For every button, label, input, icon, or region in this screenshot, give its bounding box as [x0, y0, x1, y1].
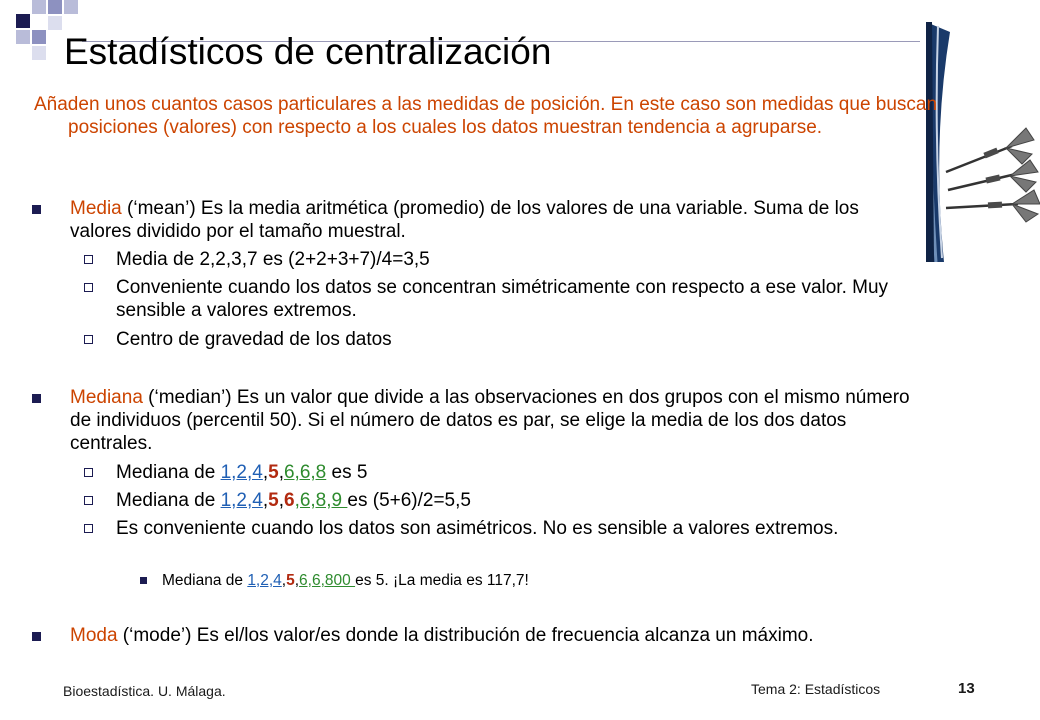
- upper-group: ,6,8,9: [294, 490, 348, 511]
- median-value: 5: [286, 572, 295, 589]
- bullet-hollow-square: [84, 496, 93, 505]
- slide-title: Estadísticos de centralización: [64, 31, 552, 72]
- media-example: Media de 2,2,3,7 es (2+2+3+7)/4=3,5: [116, 249, 430, 270]
- median-value-2: 6: [283, 490, 295, 511]
- mediana-asymmetric: Es conveniente cuando los datos son asimétricos. No es sensible a valores extremos.: [116, 518, 839, 539]
- corner-square: [48, 0, 62, 14]
- upper-group: 6,6,800: [299, 572, 356, 589]
- median-value: 5: [268, 490, 279, 511]
- media-convenience: Conveniente cuando los datos se concentran simétricamente con respecto a ese valor. Muy sensible a valores extremos.: [116, 277, 889, 321]
- page-number: 13: [958, 680, 975, 697]
- bullet-hollow-square: [84, 283, 93, 292]
- upper-group: 6,6,8: [283, 462, 327, 483]
- lower-group: 1,2,4: [220, 490, 263, 511]
- corner-square: [16, 30, 30, 44]
- bullet-small-square: [140, 577, 147, 584]
- bullet-square: [32, 394, 41, 403]
- moda-paragraph: [70, 624, 916, 647]
- media-term: Media: [70, 198, 122, 219]
- media-gravity: Centro de gravedad de los datos: [116, 329, 392, 350]
- corner-square: [32, 0, 46, 14]
- corner-square: [32, 30, 46, 44]
- bullet-hollow-square: [84, 255, 93, 264]
- bullet-square: [32, 205, 41, 214]
- mediana-description: (‘median’) Es un valor que divide a las observaciones en dos grupos con el mismo número de individuos (percentil 50). Si el número de datos es par, se elige la media de los dos datos centrales.: [70, 387, 910, 454]
- lower-group: 1,2,4: [247, 572, 282, 589]
- footer-course: Bioestadística. U. Málaga.: [63, 683, 226, 699]
- mediana-example-even: Mediana de 1,2,4,5,6,6,8,9 es (5+6)/2=5,5: [116, 490, 471, 511]
- media-paragraph: [70, 197, 916, 243]
- mediana-paragraph: [70, 386, 916, 455]
- dartboard-darts-image: [926, 22, 1040, 262]
- footer-topic: Tema 2: Estadísticos: [751, 681, 881, 697]
- median-value: 5: [268, 462, 279, 483]
- media-description: (‘mean’) Es la media aritmética (promedio) de los valores de una variable. Suma de los valores dividido por el tamaño muestral.: [70, 198, 859, 242]
- corner-square: [32, 46, 46, 60]
- bullet-square: [32, 632, 41, 641]
- intro-paragraph: Añaden unos cuantos casos particulares a las medidas de posición. En este caso son medidas que buscan posiciones (valores) con respecto a los cuales los datos muestran tendencia a agruparse.: [34, 94, 938, 138]
- bullet-hollow-square: [84, 468, 93, 477]
- mediana-example-outlier: Mediana de 1,2,4,5,6,6,800 es 5. ¡La media es 117,7!: [162, 572, 529, 589]
- bullet-hollow-square: [84, 524, 93, 533]
- lower-group: 1,2,4: [220, 462, 263, 483]
- moda-term: Moda: [70, 625, 118, 646]
- mediana-term: Mediana: [70, 387, 143, 408]
- mediana-example-odd: Mediana de 1,2,4,5,6,6,8 es 5: [116, 462, 368, 483]
- moda-description: (‘mode’) Es el/los valor/es donde la distribución de frecuencia alcanza un máximo.: [117, 625, 814, 646]
- corner-square: [64, 0, 78, 14]
- corner-square: [16, 14, 30, 28]
- bullet-hollow-square: [84, 335, 93, 344]
- corner-square: [48, 16, 62, 30]
